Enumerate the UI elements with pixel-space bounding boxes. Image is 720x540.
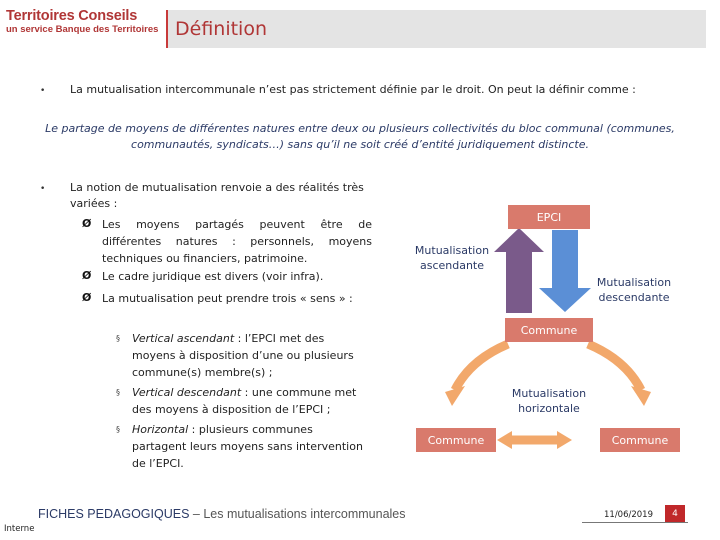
sense-line: commune(s) membre(s) ; [132,366,273,379]
sense-line: moyens à disposition d’une ou plusieurs [132,349,354,362]
label-mutualisation-descendante [588,275,680,305]
logo-title: Territoires Conseils [6,8,138,24]
sense-line: de l’EPCI. [132,457,184,470]
classification-label: Interne [4,524,35,534]
sense-rest: : l’EPCI met des [234,332,325,345]
sense-rest: : une commune met [241,386,357,399]
circle-arrowhead [631,386,651,406]
arrow-bullet-icon: Ø [82,217,92,230]
bullet-marker: • [40,184,46,194]
sense-term: Horizontal [132,423,189,436]
arrow-down-descendant [539,230,591,312]
circle-arrowhead [557,431,572,449]
sub-item-line: différentes natures : personnels, moyens [102,235,372,248]
circle-arrow-top-right [588,344,641,390]
footer-title [38,507,406,521]
bullet-text-line1: La notion de mutualisation renvoie a des réalités très [70,181,364,194]
bullet-text-definition-intro: La mutualisation intercommunale n’est pas strictement définie par le droit. On peut la définir comme : [70,83,636,96]
label-line: horizontale [518,402,580,415]
bullet-text-line2: variées : [70,197,118,210]
sub-item-line: La mutualisation peut prendre trois « sens » : [102,292,353,305]
arrow-bullet-icon: Ø [82,269,92,282]
square-bullet-icon: § [116,425,120,434]
footer-date: 11/06/2019 [604,510,653,520]
logo-subtitle: un service Banque des Territoires [6,24,159,35]
label-line: Mutualisation [511,387,587,400]
commune-left-box: Commune [416,428,496,452]
label-mutualisation-horizontale [503,386,595,416]
sub-item-line: Les moyens partagés peuvent être de [102,218,372,231]
commune-right-box: Commune [600,428,680,452]
square-bullet-icon: § [116,334,120,343]
label-mutualisation-ascendante [402,243,502,273]
commune-top-box: Commune [505,318,593,342]
square-bullet-icon: § [116,388,120,397]
page-title: Définition [175,18,268,40]
sense-rest: : plusieurs communes [188,423,313,436]
bullet-marker: • [40,86,46,96]
footer-rest: Les mutualisations intercommunales [203,507,406,521]
sub-item-line: Le cadre juridique est divers (voir infra). [102,270,324,283]
sense-term: Vertical ascendant [132,332,235,345]
footer-prefix: FICHES PEDAGOGIQUES [38,507,190,521]
page-number: 4 [665,505,685,523]
sense-line: partagent leurs moyens sans intervention [132,440,363,453]
circle-arrow-top-left [455,344,508,390]
label-line: ascendante [419,259,485,272]
definition-quote: Le partage de moyens de différentes natures entre deux ou plusieurs collectivités du bloc communal (communes, communautés, syndicats…) sans qu’il ne soit créé d’entité juridiquement distincte. [45,122,675,151]
circle-arrowhead [445,386,465,406]
circle-arrowhead [497,431,512,449]
sub-item-line: techniques ou financiers, patrimoine. [102,252,308,265]
footer-divider [582,522,688,523]
sense-line: des moyens à disposition de l’EPCI ; [132,403,331,416]
footer-dash: – [189,507,204,521]
label-line: Mutualisation [596,276,672,289]
label-line: descendante [598,291,670,304]
label-line: Mutualisation [414,244,490,257]
epci-box: EPCI [508,205,590,229]
sense-term: Vertical descendant [132,386,242,399]
arrow-bullet-icon: Ø [82,291,92,304]
